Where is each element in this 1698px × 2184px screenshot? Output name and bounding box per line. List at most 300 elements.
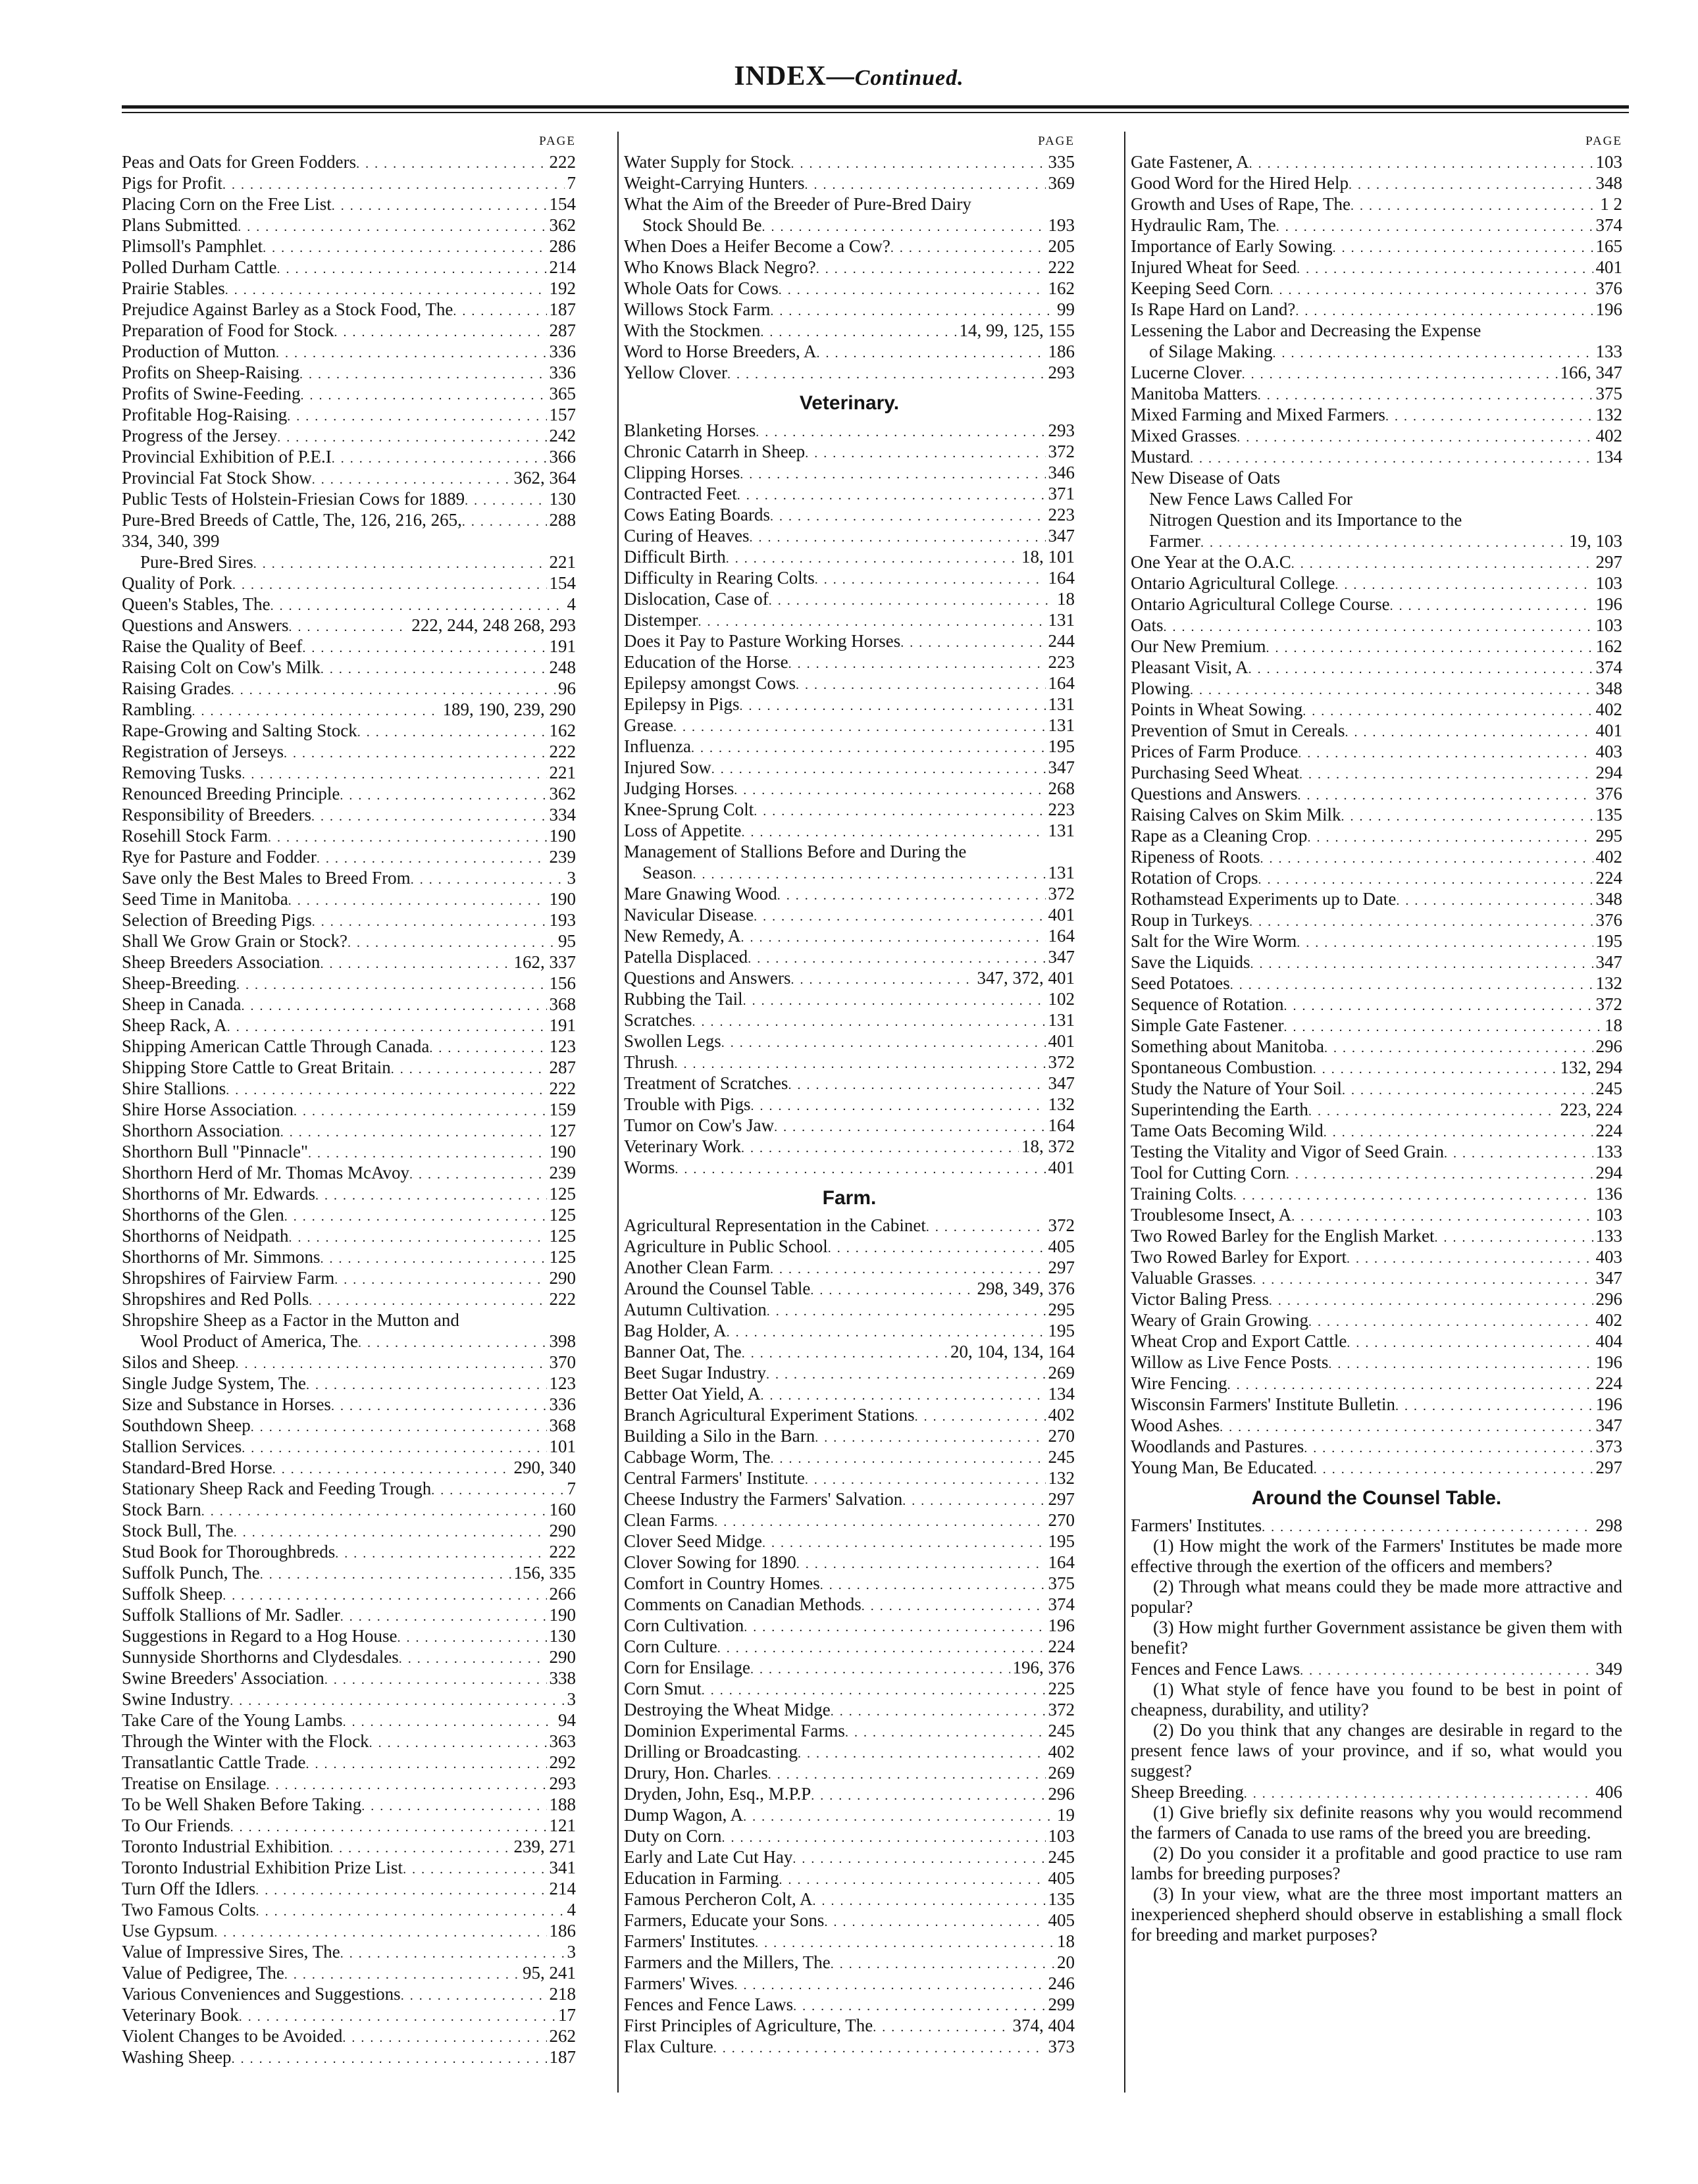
entry-page: 348	[1595, 678, 1622, 698]
entry-title: Agricultural Representation in the Cabinet	[624, 1215, 926, 1235]
leader-dots	[236, 1352, 547, 1373]
entry-title: Raising Calves on Skim Milk	[1131, 805, 1341, 825]
index-entry	[624, 1009, 1075, 1030]
title-index: INDEX	[734, 61, 827, 91]
entry-title: Toronto Industrial Exhibition Prize List	[122, 1858, 403, 1877]
index-entry	[122, 1562, 576, 1583]
entry-page: 348	[1595, 889, 1622, 909]
index-entry	[1131, 404, 1622, 425]
entry-title: Size and Substance in Horses	[122, 1394, 331, 1414]
leader-dots	[277, 425, 546, 446]
entry-title: Comments on Canadian Methods	[624, 1594, 862, 1614]
entry-page: 154	[549, 194, 576, 214]
index-entry	[122, 1710, 576, 1731]
counsel-entry	[1131, 1515, 1622, 1536]
index-entry	[624, 757, 1075, 778]
leader-dots	[201, 1499, 547, 1520]
entry-title: Shorthorns of Mr. Simmons	[122, 1247, 321, 1267]
leader-dots	[1299, 762, 1593, 783]
leader-dots	[429, 1036, 546, 1057]
index-entry	[122, 1225, 576, 1246]
index-entry	[122, 741, 576, 762]
leader-dots	[754, 904, 1045, 925]
leader-dots	[1390, 594, 1593, 615]
entry-page: 372	[1048, 442, 1075, 461]
entry-page: 363	[549, 1731, 576, 1751]
entry-title: Bag Holder, A	[624, 1321, 727, 1340]
leader-dots	[770, 299, 1054, 320]
title-dash: —	[826, 61, 855, 91]
entry-page: 336	[549, 1394, 576, 1414]
leader-dots	[1269, 1288, 1593, 1309]
entry-page: 224	[1595, 868, 1622, 888]
entry-page: 287	[549, 320, 576, 340]
index-entry	[624, 525, 1075, 546]
entry-title: Profitable Hog-Raising	[122, 405, 288, 424]
index-entry	[122, 1078, 576, 1099]
entry-title: Education in Farming	[624, 1868, 779, 1888]
leader-dots	[926, 1215, 1046, 1236]
leader-dots	[673, 715, 1046, 736]
index-entry	[122, 551, 576, 572]
entry-page: 222, 244, 248 268, 293	[411, 615, 576, 635]
index-entry	[624, 299, 1075, 320]
leader-dots	[743, 1804, 1054, 1825]
entry-title: Something about Manitoba	[1131, 1036, 1324, 1056]
entry-page: 196	[1595, 299, 1622, 319]
entry-title: Queen's Stables, The	[122, 594, 270, 614]
index-entry	[624, 925, 1075, 946]
entry-title: Shorthorns of Mr. Edwards	[122, 1184, 315, 1204]
index-entry	[122, 467, 576, 488]
leader-dots	[798, 1741, 1046, 1762]
entry-page	[1072, 193, 1075, 215]
entry-page: 268	[1048, 778, 1075, 798]
entry-title: Wheat Crop and Export Cattle	[1131, 1331, 1347, 1351]
entry-title: Central Farmers' Institute	[624, 1468, 805, 1488]
leader-dots	[760, 1383, 1045, 1404]
index-entry	[624, 1136, 1075, 1157]
leader-dots	[711, 757, 1046, 778]
entry-page: 159	[549, 1100, 576, 1119]
index-entry	[624, 588, 1075, 609]
index-entry	[1131, 299, 1622, 320]
leader-dots	[299, 362, 547, 383]
entry-title: Sheep Breeding	[1131, 1782, 1244, 1802]
entry-page: 336	[549, 342, 576, 361]
leader-dots	[900, 630, 1045, 651]
index-entry	[624, 341, 1075, 362]
entry-title: Willow as Live Fence Posts	[1131, 1352, 1329, 1372]
index-entry	[624, 1762, 1075, 1783]
leader-dots	[288, 1225, 546, 1246]
index-entry	[122, 1541, 576, 1562]
index-entry	[624, 820, 1075, 841]
index-entry	[1131, 783, 1622, 804]
entry-page: 136	[1595, 1184, 1622, 1204]
entry-title: Shorthorn Bull "Pinnacle"	[122, 1142, 309, 1161]
entry-title: Swine Industry	[122, 1689, 230, 1709]
leader-dots	[890, 236, 1046, 257]
entry-title: Production of Mutton	[122, 342, 276, 361]
index-entry	[624, 1952, 1075, 1973]
leader-dots	[1200, 530, 1566, 551]
entry-page: 222	[549, 152, 576, 172]
index-entry	[624, 1552, 1075, 1573]
question-text: (1) How might the work of the Farmers' Institutes be made more effective through the exertion of the officers and members?	[1131, 1536, 1622, 1576]
entry-page: 223	[1048, 800, 1075, 819]
entry-page: 131	[1048, 715, 1075, 735]
index-entry	[1131, 930, 1622, 952]
entry-page: 401	[1595, 257, 1622, 277]
counsel-question	[1131, 1720, 1622, 1781]
entry-page: 192	[549, 278, 576, 298]
entry-page: 134	[1595, 447, 1622, 467]
entry-page: 196	[1595, 594, 1622, 614]
index-entry	[122, 1520, 576, 1541]
leader-dots	[300, 383, 546, 404]
index-column-2	[624, 132, 1075, 2057]
entry-page: 154	[549, 573, 576, 593]
entry-page: 221	[549, 552, 576, 572]
leader-dots	[744, 1615, 1045, 1636]
leader-dots	[675, 1157, 1045, 1178]
entry-title: Valuable Grasses	[1131, 1268, 1253, 1288]
index-entry	[122, 846, 576, 867]
leader-dots	[1304, 1436, 1593, 1457]
leader-dots	[722, 1825, 1046, 1846]
entry-title: Agriculture in Public School	[624, 1236, 828, 1256]
entry-title: Lucerne Clover	[1131, 363, 1242, 382]
entry-page: 365	[549, 384, 576, 403]
index-entry	[1131, 1204, 1622, 1225]
index-entry	[624, 630, 1075, 651]
question-text: (3) In your view, what are the three most important matters an inexperienced shepherd should observe in establishing a small flock for breeding and market purposes?	[1131, 1884, 1622, 1944]
index-entry	[122, 930, 576, 952]
entry-title: Growth and Uses of Rape, The	[1131, 194, 1351, 214]
index-entry	[122, 867, 576, 888]
index-entry	[624, 1446, 1075, 1467]
leader-dots	[815, 567, 1046, 588]
leader-dots	[750, 1657, 1010, 1678]
leader-dots	[320, 952, 511, 973]
leader-dots	[766, 1362, 1046, 1383]
entry-page: 239	[549, 847, 576, 867]
entry-page: 157	[549, 405, 576, 424]
leader-dots	[743, 988, 1046, 1009]
entry-page: 246	[1048, 1973, 1075, 1993]
leader-dots	[315, 1183, 547, 1204]
index-entry	[122, 320, 576, 341]
index-entry	[122, 572, 576, 594]
index-entry	[122, 1436, 576, 1457]
entry-title: Corn Smut	[624, 1679, 702, 1698]
entry-page: 135	[1595, 805, 1622, 825]
index-entry	[1131, 867, 1622, 888]
leader-dots	[790, 967, 974, 988]
index-entry	[624, 1341, 1075, 1362]
entry-page: 405	[1048, 1868, 1075, 1888]
entry-page: 160	[549, 1500, 576, 1519]
entry-title: Blanketing Horses	[624, 420, 756, 440]
leader-dots	[740, 925, 1045, 946]
entry-page: 239	[549, 1163, 576, 1182]
leader-dots	[411, 867, 565, 888]
index-entry	[1131, 1015, 1622, 1036]
entry-page: 222	[549, 1542, 576, 1562]
entry-title: Whole Oats for Cows	[624, 278, 779, 298]
index-entry	[122, 1267, 576, 1288]
index-entry	[122, 1141, 576, 1162]
leader-dots	[347, 930, 555, 952]
entry-title: Tumor on Cow's Jaw	[624, 1115, 775, 1135]
counsel-question	[1131, 1679, 1622, 1720]
index-entry	[624, 1804, 1075, 1825]
leader-dots	[1308, 1309, 1593, 1331]
leader-dots	[305, 1752, 546, 1773]
index-entry	[624, 172, 1075, 193]
entry-title: Mixed Grasses	[1131, 426, 1237, 445]
section-heading-farm: Farm.	[822, 1187, 877, 1209]
leader-dots	[231, 678, 555, 699]
entry-page: 20	[1057, 1952, 1075, 1972]
leader-dots	[754, 799, 1045, 820]
entry-title: Our New Premium	[1131, 636, 1266, 656]
entry-page: 131	[1048, 821, 1075, 840]
index-entry	[1131, 1394, 1622, 1415]
entry-title: Prevention of Smut in Cereals	[1131, 721, 1345, 740]
index-entry	[1131, 615, 1622, 636]
entry-title: Pleasant Visit, A	[1131, 657, 1248, 677]
entry-page: 223	[1048, 652, 1075, 672]
leader-dots	[242, 762, 546, 783]
index-entry	[624, 1889, 1075, 1910]
entry-title: Stallion Services	[122, 1436, 242, 1456]
entry-page: 298	[1595, 1515, 1622, 1535]
index-entry	[122, 530, 576, 551]
entry-page: 292	[549, 1752, 576, 1772]
entry-title: Lessening the Labor and Decreasing the Expense	[1131, 320, 1481, 340]
leader-dots	[862, 1594, 1046, 1615]
index-entry	[122, 1752, 576, 1773]
entry-page: 125	[549, 1205, 576, 1225]
index-entry	[624, 483, 1075, 504]
entry-page: 245	[1595, 1079, 1622, 1098]
entry-title: Single Judge System, The	[122, 1373, 306, 1393]
index-entry	[122, 1331, 576, 1352]
header-rule-thick	[122, 105, 1629, 109]
entry-page: 131	[1048, 1010, 1075, 1030]
entry-title: Sunnyside Shorthorns and Clydesdales	[122, 1647, 399, 1667]
leader-dots	[1190, 678, 1593, 699]
leader-dots	[1314, 1457, 1593, 1478]
entry-page: 103	[1048, 1826, 1075, 1846]
leader-dots	[791, 151, 1046, 172]
index-entry	[624, 862, 1075, 883]
entry-page: 101	[549, 1436, 576, 1456]
index-entry	[624, 673, 1075, 694]
index-entry	[122, 1288, 576, 1309]
index-entry	[624, 1467, 1075, 1488]
entry-page: 222	[549, 742, 576, 761]
leader-dots	[465, 488, 546, 509]
leader-dots	[358, 1331, 546, 1352]
index-entry	[1131, 215, 1622, 236]
entry-page: 162	[1595, 636, 1622, 656]
leader-dots	[812, 1889, 1045, 1910]
leader-dots	[302, 636, 546, 657]
entry-page: 187	[549, 299, 576, 319]
index-entry	[624, 715, 1075, 736]
entry-title: Pure-Bred Breeds of Cattle, The, 126, 216, 265,	[122, 510, 462, 530]
index-entry	[122, 1899, 576, 1920]
leader-dots	[343, 1710, 555, 1731]
leader-dots	[361, 1794, 546, 1815]
entry-title: Good Word for the Hired Help	[1131, 173, 1349, 193]
entry-page	[1620, 509, 1622, 530]
entry-title: Sheep-Breeding	[122, 973, 236, 993]
leader-dots	[225, 278, 547, 299]
leader-dots	[1347, 1331, 1593, 1352]
index-entry	[624, 1699, 1075, 1720]
entry-page: 224	[1595, 1121, 1622, 1140]
leader-dots	[811, 1783, 1045, 1804]
leader-dots	[1341, 804, 1593, 825]
column-divider-2	[1124, 132, 1125, 2093]
index-entry	[122, 1646, 576, 1667]
entry-title: Polled Durham Cattle	[122, 257, 277, 277]
entry-title: Tame Oats Becoming Wild	[1131, 1121, 1324, 1140]
entry-page: 189, 190, 239, 290	[442, 699, 576, 719]
entry-title: Points in Wheat Sowing	[1131, 699, 1303, 719]
entry-title: Roup in Turkeys	[1131, 910, 1250, 930]
entry-page: 131	[1048, 610, 1075, 630]
entry-page: 293	[1048, 363, 1075, 382]
entry-page: 131	[1048, 863, 1075, 882]
index-entry	[122, 1309, 576, 1331]
index-entry	[624, 1157, 1075, 1178]
index-entry	[1131, 825, 1622, 846]
entry-page: 372	[1048, 1215, 1075, 1235]
leader-dots	[777, 883, 1046, 904]
entry-title: Preparation of Food for Stock	[122, 320, 334, 340]
index-entry	[1131, 636, 1622, 657]
entry-page: 401	[1048, 905, 1075, 925]
index-entry	[122, 678, 576, 699]
index-entry	[624, 236, 1075, 257]
entry-page: 298, 349, 376	[977, 1279, 1075, 1298]
index-entry	[122, 1499, 576, 1520]
question-text: (2) Through what means could they be made more attractive and popular?	[1131, 1577, 1622, 1617]
question-text: (1) Give briefly six definite reasons why you would recommend the farmers of Canada to use rams of the breed you are breeding.	[1131, 1802, 1622, 1842]
index-entry	[624, 1362, 1075, 1383]
index-entry	[1131, 1288, 1622, 1309]
entry-title: Corn Culture	[624, 1637, 717, 1656]
entry-title: Farmers and the Millers, The	[624, 1952, 831, 1972]
leader-dots	[334, 1267, 546, 1288]
entry-title: Southdown Sheep	[122, 1415, 251, 1435]
entry-page: 374	[1595, 657, 1622, 677]
entry-page: 191	[549, 636, 576, 656]
entry-title: Shipping American Cattle Through Canada	[122, 1036, 430, 1056]
index-entry	[1131, 909, 1622, 930]
index-entry	[122, 172, 576, 193]
entry-page: 135	[1048, 1889, 1075, 1909]
entry-page: 293	[1048, 420, 1075, 440]
index-entry	[122, 278, 576, 299]
index-entry	[1131, 572, 1622, 594]
entry-page: 371	[1048, 484, 1075, 503]
entry-page: 372	[1595, 994, 1622, 1014]
leader-dots	[805, 172, 1046, 193]
leader-dots	[266, 1773, 546, 1794]
leader-dots	[227, 1015, 547, 1036]
entry-title: Difficult Birth	[624, 547, 726, 567]
index-entry	[624, 1383, 1075, 1404]
leader-dots	[391, 1057, 547, 1078]
leader-dots	[762, 215, 1046, 236]
entry-page: 290	[549, 1521, 576, 1540]
section-heading-counsel: Around the Counsel Table.	[1251, 1487, 1502, 1509]
entry-title: Wisconsin Farmers' Institute Bulletin	[1131, 1394, 1395, 1414]
leader-dots	[717, 1636, 1046, 1657]
entry-page: 296	[1595, 1036, 1622, 1056]
entry-page: 336	[549, 363, 576, 382]
entry-title: Placing Corn on the Free List	[122, 194, 332, 214]
entry-page: 133	[1595, 1226, 1622, 1246]
entry-title: Transatlantic Cattle Trade	[122, 1752, 306, 1772]
entry-page: 162	[1048, 278, 1075, 298]
entry-title: Famous Percheron Colt, A	[624, 1889, 813, 1909]
index-entry	[122, 1689, 576, 1710]
entry-title: Farmers' Wives	[624, 1973, 734, 1993]
entry-page: 294	[1595, 763, 1622, 782]
leader-dots	[1227, 1373, 1593, 1394]
entry-page: 193	[1048, 215, 1075, 235]
entry-title: Injured Sow	[624, 757, 711, 777]
entry-title: Shorthorns of Neidpath	[122, 1226, 289, 1246]
index-entry	[1131, 1057, 1622, 1078]
index-entry	[1131, 678, 1622, 699]
index-entry	[624, 1636, 1075, 1657]
index-entry	[1131, 257, 1622, 278]
leader-dots	[321, 657, 547, 678]
entry-title: Suffolk Sheep	[122, 1584, 223, 1604]
entry-title: Responsibility of Breeders	[122, 805, 311, 825]
leader-dots	[788, 651, 1046, 673]
index-entry	[122, 1731, 576, 1752]
entry-title: Treatise on Ensilage	[122, 1773, 267, 1793]
leader-dots	[288, 615, 409, 636]
entry-page: 156	[549, 973, 576, 993]
entry-page: 401	[1595, 721, 1622, 740]
leader-dots	[242, 1436, 546, 1457]
index-entry	[1131, 467, 1622, 488]
entry-title: Renounced Breeding Principle	[122, 784, 340, 803]
index-entry	[624, 1425, 1075, 1446]
entry-title: With the Stockmen	[624, 320, 761, 340]
leader-dots	[253, 551, 547, 572]
entry-title: Sheep in Canada	[122, 994, 242, 1014]
entry-title: Simple Gate Fastener	[1131, 1015, 1284, 1035]
entry-title: Raise the Quality of Beef	[122, 636, 303, 656]
leader-dots	[317, 846, 547, 867]
entry-title: Provincial Exhibition of P.E.I	[122, 447, 332, 467]
entry-title: What the Aim of the Breeder of Pure-Bred Dairy	[624, 194, 971, 214]
index-entry	[624, 567, 1075, 588]
entry-page: 405	[1048, 1910, 1075, 1930]
leader-dots	[796, 1552, 1046, 1573]
